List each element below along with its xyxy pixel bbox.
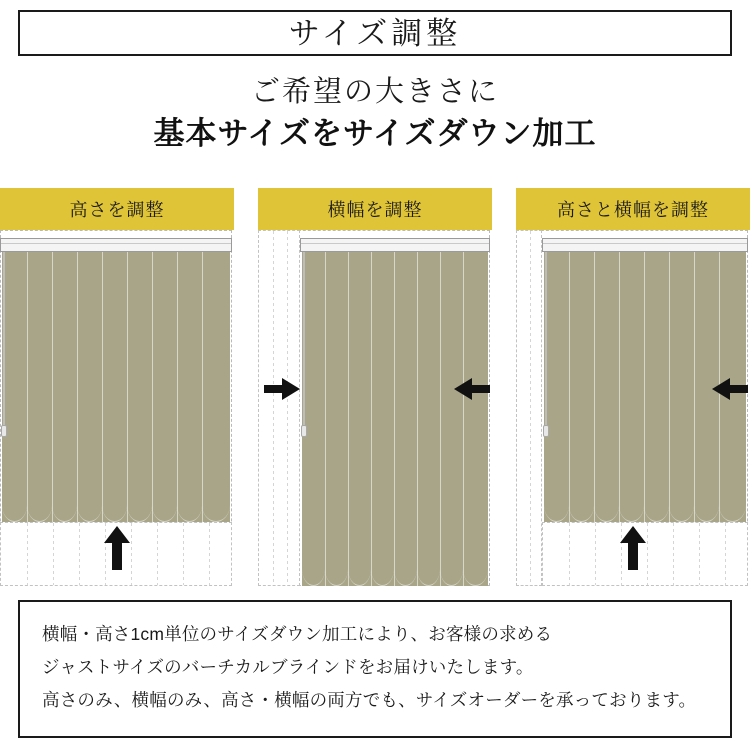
panel-width-adjust xyxy=(258,188,492,588)
arrow-right-2 xyxy=(264,378,300,400)
cord-weight-1 xyxy=(1,425,7,437)
panel-heading-2-label: 横幅を調整 xyxy=(327,200,423,220)
note-line-3: 高さのみ、横幅のみ、高さ・横幅の両方でも、サイズオーダーを承っております。 xyxy=(42,690,697,710)
headline-line2: 基本サイズをサイズダウン加工 xyxy=(153,116,597,151)
louver-bottom-curve-1 xyxy=(2,506,230,522)
title-box xyxy=(18,10,732,56)
louver-bottom-curve-3 xyxy=(544,506,746,522)
louver-bottom-curve-2 xyxy=(302,570,488,586)
arrow-up-1 xyxy=(104,526,130,570)
headline xyxy=(0,72,750,156)
arrow-left-2 xyxy=(454,378,490,400)
headline-line1: ご希望の大きさに xyxy=(250,76,499,108)
removed-area-3-left xyxy=(516,230,542,586)
head-rail-3 xyxy=(542,238,748,252)
panel-heading-2 xyxy=(258,188,492,230)
panel-body-1 xyxy=(0,230,234,588)
pull-cord-2 xyxy=(303,252,305,427)
louver-panel-2 xyxy=(302,252,488,586)
cord-weight-3 xyxy=(543,425,549,437)
panel-heading-1-label: 高さを調整 xyxy=(69,200,165,220)
panel-body-3 xyxy=(516,230,750,588)
head-rail-1 xyxy=(0,238,232,252)
panel-height-width-adjust xyxy=(516,188,750,588)
note-line-2: ジャストサイズのバーチカルブラインドをお届けいたします。 xyxy=(42,657,534,677)
panel-heading-3-label: 高さと横幅を調整 xyxy=(557,200,709,220)
pull-cord-3 xyxy=(545,252,547,427)
head-rail-2 xyxy=(300,238,490,252)
arrow-left-3 xyxy=(712,378,748,400)
cord-weight-2 xyxy=(301,425,307,437)
panel-body-2 xyxy=(258,230,492,588)
panel-height-adjust xyxy=(0,188,234,588)
louver-panel-1 xyxy=(2,252,230,522)
note-box xyxy=(18,600,732,738)
removed-area-2 xyxy=(258,230,300,586)
arrow-up-3 xyxy=(620,526,646,570)
note-line-1: 横幅・高さ1cm単位のサイズダウン加工により、お客様の求める xyxy=(42,624,553,644)
pull-cord-1 xyxy=(3,252,5,427)
panel-heading-3 xyxy=(516,188,750,230)
page-title: サイズ調整 xyxy=(288,15,462,51)
panel-heading-1 xyxy=(0,188,234,230)
panel-row xyxy=(0,188,750,588)
